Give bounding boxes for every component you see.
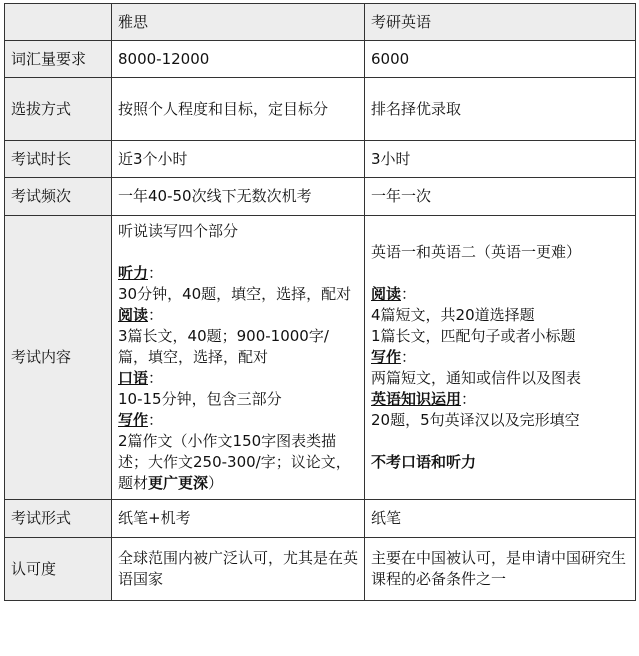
cell-ielts: 近3个小时 (112, 141, 365, 178)
header-ielts: 雅思 (112, 4, 365, 41)
kaoyan-note: 不考口语和听力 (371, 453, 477, 471)
table-row (5, 538, 636, 601)
header-corner (5, 4, 112, 41)
speaking-title: 口语 (118, 369, 149, 387)
table-row (5, 178, 636, 216)
table-row (5, 78, 636, 141)
cell-kaoyan-content (365, 216, 636, 500)
kaoyan-reading-title: 阅读 (371, 285, 402, 303)
header-kaoyan: 考研英语 (365, 4, 636, 41)
reading-title: 阅读 (118, 306, 149, 324)
colon: ： (148, 369, 164, 387)
ielts-intro: 听说读写四个部分 (118, 222, 239, 240)
header-row (5, 4, 636, 41)
cell-ielts-content (112, 216, 365, 500)
writing-title: 写作 (118, 411, 149, 429)
row-label: 选拔方式 (5, 78, 112, 141)
cell-ielts: 全球范围内被广泛认可，尤其是在英语国家 (112, 538, 365, 601)
row-label: 考试时长 (5, 141, 112, 178)
cell-kaoyan: 纸笔 (365, 500, 636, 538)
listening-title: 听力 (118, 264, 149, 282)
writing-text (118, 431, 358, 494)
row-label: 考试形式 (5, 500, 112, 538)
cell-ielts: 一年40-50次线下无数次机考 (112, 178, 365, 216)
kaoyan-knowledge-text: 20题，5句英译汉以及完形填空 (371, 411, 580, 429)
row-label: 考试内容 (5, 216, 112, 500)
cell-kaoyan: 一年一次 (365, 178, 636, 216)
kaoyan-reading-line2: 1篇长文，匹配句子或者小标题 (371, 327, 576, 345)
reading-text: 3篇长文，40题；900-1000字/篇，填空，选择，配对 (118, 327, 329, 366)
comparison-table (4, 3, 636, 601)
row-label: 认可度 (5, 538, 112, 601)
colon: ： (461, 390, 477, 408)
kaoyan-intro: 英语一和英语二（英语一更难） (371, 243, 582, 261)
table-row (5, 216, 636, 500)
colon: ： (401, 348, 417, 366)
cell-ielts: 纸笔+机考 (112, 500, 365, 538)
writing-emphasis: 更广更深 (148, 474, 209, 492)
colon: ： (148, 264, 164, 282)
table-row (5, 141, 636, 178)
cell-kaoyan: 排名择优录取 (365, 78, 636, 141)
colon: ： (148, 411, 164, 429)
table-row (5, 500, 636, 538)
table-row (5, 41, 636, 78)
colon: ： (148, 306, 164, 324)
writing-end: ） (208, 474, 224, 492)
kaoyan-writing-text: 两篇短文，通知或信件以及图表 (371, 369, 582, 387)
cell-kaoyan: 3小时 (365, 141, 636, 178)
speaking-text: 10-15分钟，包含三部分 (118, 390, 282, 408)
cell-kaoyan: 主要在中国被认可，是申请中国研究生课程的必备条件之一 (365, 538, 636, 601)
colon: ： (401, 285, 417, 303)
row-label: 考试频次 (5, 178, 112, 216)
kaoyan-knowledge-title: 英语知识运用 (371, 390, 462, 408)
writing-body: 2篇作文（小作文150字图表类描述；大作文250-300/字；议论文，题材 (118, 432, 351, 492)
kaoyan-writing-title: 写作 (371, 348, 402, 366)
cell-ielts: 8000-12000 (112, 41, 365, 78)
cell-ielts: 按照个人程度和目标，定目标分 (112, 78, 365, 141)
kaoyan-reading-line1: 4篇短文，共20道选择题 (371, 306, 535, 324)
cell-kaoyan: 6000 (365, 41, 636, 78)
listening-text: 30分钟，40题，填空，选择，配对 (118, 285, 352, 303)
row-label: 词汇量要求 (5, 41, 112, 78)
